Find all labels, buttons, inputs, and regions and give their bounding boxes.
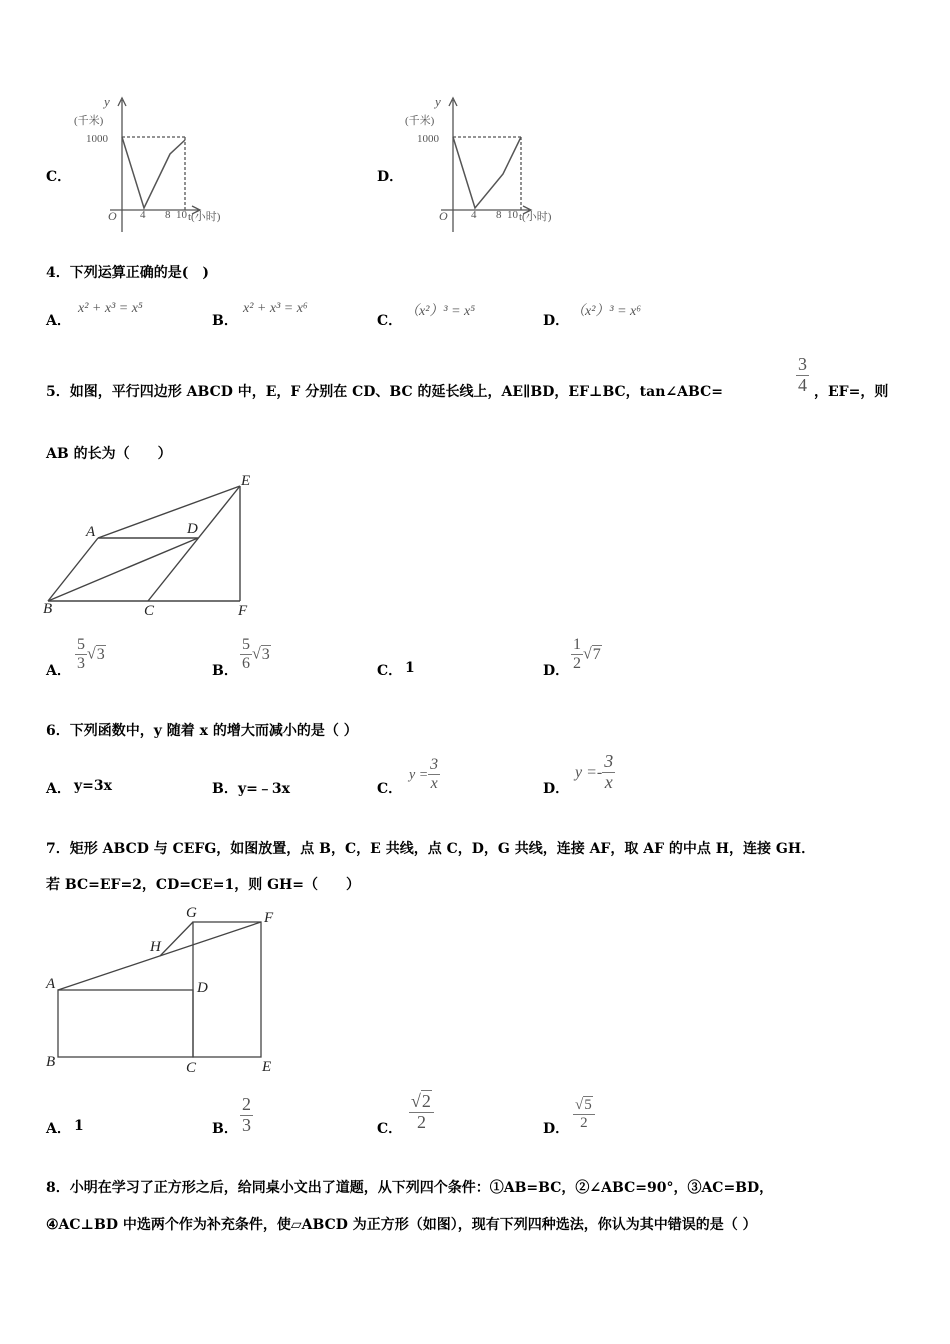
q7-stem-line1: 7．矩形 ABCD 与 CEFG，如图放置，点 B，C，E 共线，点 C，D，G 共线，连接 AF，取 AF 的中点 H，连接 GH． <box>46 841 816 857</box>
q4-option-b-expr: x² + x³ = x⁶ <box>243 301 308 316</box>
q4-option-b-label: B． <box>212 313 238 329</box>
q3c-y-label: y <box>104 94 110 109</box>
q5-label-c: C <box>144 603 155 619</box>
q5-option-a-label: A． <box>46 663 71 679</box>
q7-label-d: D <box>197 980 208 996</box>
q3c-graph-line <box>122 137 185 208</box>
q4-option-d-label: D． <box>543 313 570 329</box>
q6-option-b-value: y=﹣3x <box>238 781 290 797</box>
q7-label-h: H <box>150 939 161 955</box>
q3c-x-tick-4: 4 <box>140 209 146 221</box>
q7-label-c: C <box>186 1060 197 1076</box>
q5-label-b: B <box>43 601 53 617</box>
q3c-y-tick: 1000 <box>86 133 108 145</box>
q4-option-c-expr: （x²）³ = x⁵ <box>405 304 476 319</box>
q3c-unit: (千米) <box>74 115 104 127</box>
q5-figure <box>40 470 265 620</box>
q5-stem-part2: ，EF=，则 <box>814 384 889 400</box>
q3c-x-tick-8: 8 <box>165 209 171 221</box>
q3c-origin: O <box>108 209 117 223</box>
q5-label-a: A <box>86 524 96 540</box>
q7-option-b-value: $\frac{2}{3}$ <box>242 1094 251 1135</box>
q5-tan-den: 4 <box>798 374 807 395</box>
q7-option-c-label: C． <box>377 1121 403 1137</box>
q5-stem-line2: AB 的长为（ ） <box>46 446 172 462</box>
q3d-graph-line <box>453 137 521 208</box>
q4-option-a-expr: x² + x³ = x⁵ <box>78 301 143 316</box>
q6-option-a-value: y=3x <box>74 778 112 794</box>
q7-label-f: F <box>264 910 274 926</box>
q6-option-c-label: C． <box>377 781 403 797</box>
q7-option-a-label: A． <box>46 1121 71 1137</box>
q6-stem: 6．下列函数中，y 随着 x 的增大而减小的是（ ） <box>46 723 358 739</box>
q5-label-e: E <box>241 473 251 489</box>
q3-option-d-label: D． <box>377 169 404 185</box>
q4-option-c-label: C． <box>377 313 403 329</box>
q3-graph-c <box>72 92 242 237</box>
q3d-x-label: t(小时) <box>519 211 552 223</box>
q7-option-a-value: 1 <box>74 1118 84 1134</box>
q7-label-e: E <box>262 1059 272 1075</box>
q7-option-c-value: $\frac{√2}{2}$ <box>409 1092 434 1133</box>
q6-option-a-label: A． <box>46 781 71 797</box>
q5-line-ba <box>48 538 98 601</box>
q6-option-d-value: y =- $\frac{3}{x}$ <box>575 751 614 792</box>
q5-option-b-label: B． <box>212 663 238 679</box>
q3d-y-tick: 1000 <box>417 133 439 145</box>
q8-stem-line1: 8．小明在学习了正方形之后，给同桌小文出了道题，从下列四个条件：①AB=BC，②∠ABC=90°，③AC=BD， <box>46 1180 774 1196</box>
q3d-unit: (千米) <box>405 115 435 127</box>
q7-label-b: B <box>46 1054 56 1070</box>
q3d-x-tick-4: 4 <box>471 209 477 221</box>
q5-option-d-value: $\frac{1}{2}$ √7 <box>573 636 601 672</box>
q6-option-b-label: B． <box>212 781 238 797</box>
q5-option-a-value: $\frac{5}{3}$ √3 <box>77 636 105 672</box>
q5-option-c-label: C． <box>377 663 403 679</box>
q5-option-d-label: D． <box>543 663 570 679</box>
q5-stem-part1: 5．如图，平行四边形 ABCD 中，E，F 分别在 CD、BC 的延长线上，AE∥BD，EF⊥BC，tan∠ABC= <box>46 384 723 400</box>
q7-stem-line2: 若 BC=EF=2，CD=CE=1，则 GH=（ ） <box>46 877 361 893</box>
q7-label-g: G <box>186 905 197 921</box>
q3-graph-d <box>403 92 573 237</box>
q3c-x-label: t(小时) <box>188 211 221 223</box>
q5-tan-num: 3 <box>798 354 807 374</box>
q5-line-bd <box>48 538 198 601</box>
q5-tan-fraction <box>796 355 809 396</box>
q7-line-af <box>58 922 261 990</box>
q3c-x-tick-10: 10 <box>176 209 187 221</box>
q4-stem: 4．下列运算正确的是( ) <box>46 265 209 281</box>
q3d-y-label: y <box>435 94 441 109</box>
q4-option-a-label: A． <box>46 313 71 329</box>
q3-option-c-label: C． <box>46 169 72 185</box>
q5-label-f: F <box>238 603 248 619</box>
q6-option-c-value: y = $\frac{3}{x}$ <box>409 756 439 792</box>
q8-stem-line2: ④AC⊥BD 中选两个作为补充条件，使▱ABCD 为正方形（如图），现有下列四种选法，你认为其中错误的是（ ） <box>46 1217 757 1233</box>
q4-option-d-expr: （x²）³ = x⁶ <box>571 304 642 319</box>
q7-label-a: A <box>46 976 56 992</box>
q5-option-b-value: $\frac{5}{6}$ √3 <box>242 636 270 672</box>
q3d-origin: O <box>439 209 448 223</box>
q7-option-b-label: B． <box>212 1121 238 1137</box>
q3d-x-tick-10: 10 <box>507 209 518 221</box>
q6-option-d-label: D． <box>543 781 570 797</box>
q5-label-d: D <box>187 521 198 537</box>
q3d-x-tick-8: 8 <box>496 209 502 221</box>
q7-figure <box>40 900 290 1080</box>
q5-option-c-value: 1 <box>405 660 415 676</box>
q7-option-d-label: D． <box>543 1121 570 1137</box>
q7-rect-abcd <box>58 990 193 1057</box>
q7-option-d-value: $\frac{√5}{2}$ <box>573 1097 595 1131</box>
